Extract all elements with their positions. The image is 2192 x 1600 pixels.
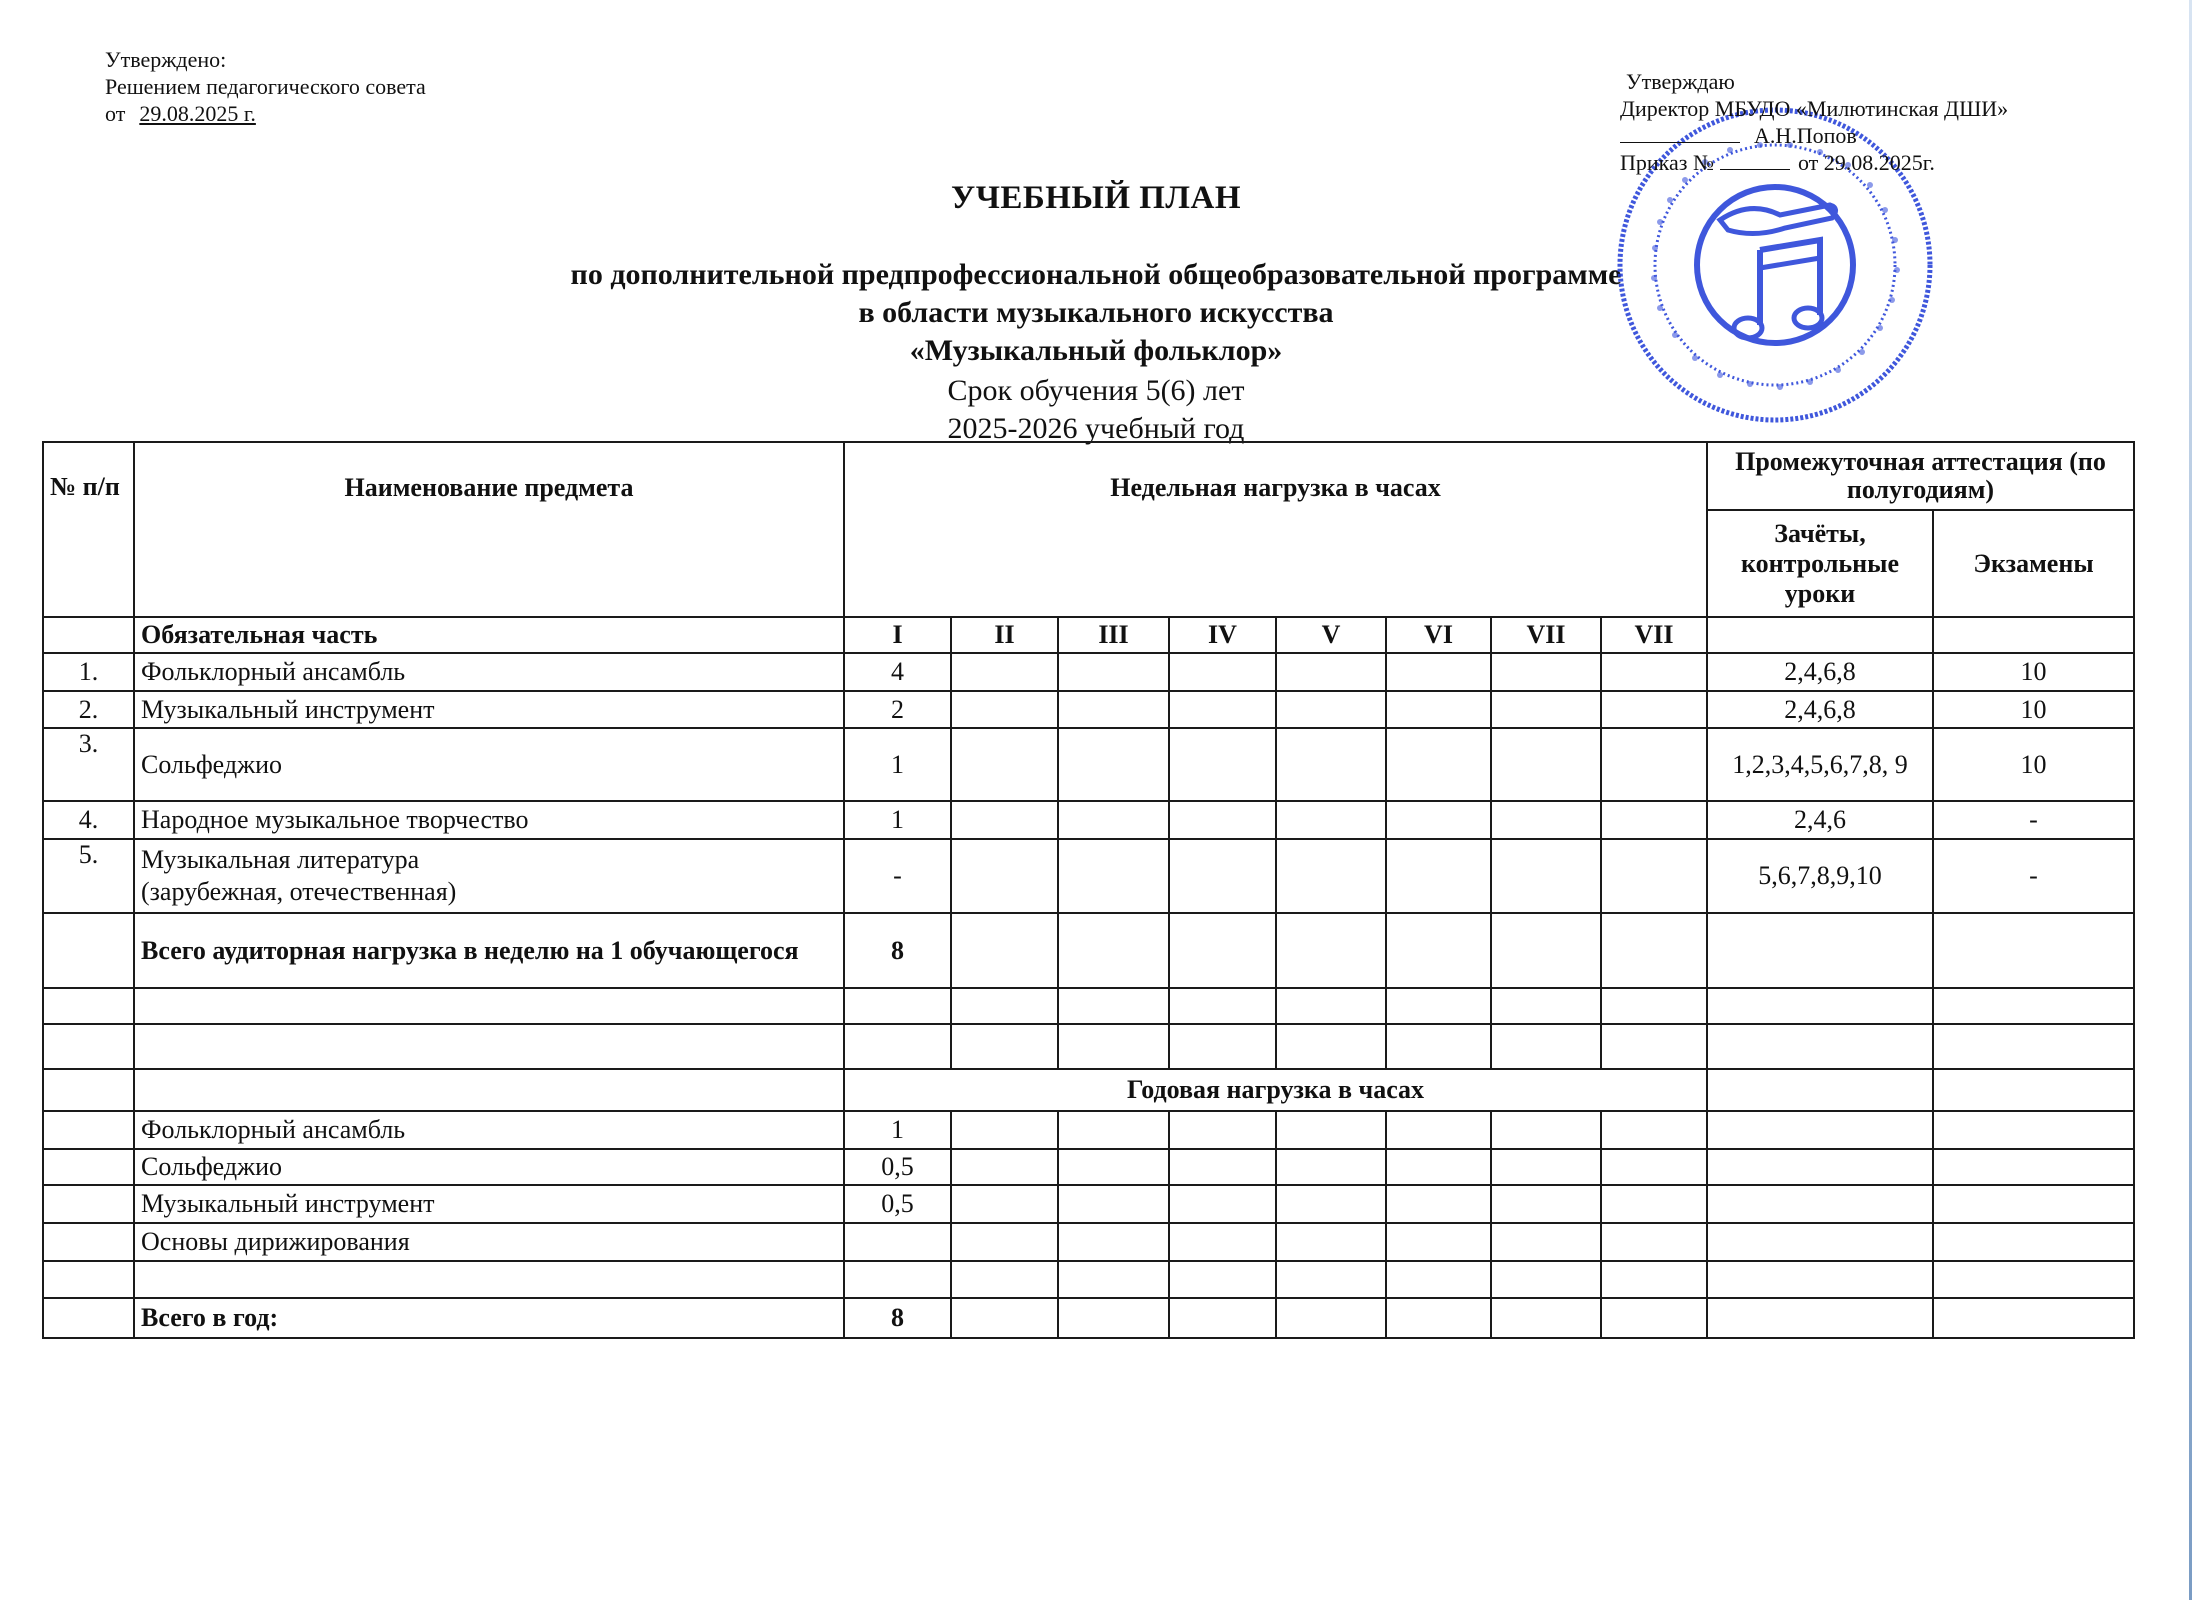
empty-cell	[1707, 1069, 1933, 1111]
row-hours	[1169, 653, 1276, 691]
row-hours	[1601, 839, 1707, 913]
approval-right-heading: Утверждаю	[1626, 69, 1735, 94]
row-hours	[1169, 839, 1276, 913]
grade-header: III	[1058, 617, 1169, 653]
empty-cell	[1933, 1185, 2134, 1223]
empty-cell	[1169, 1024, 1276, 1069]
approval-right-block	[1620, 68, 2008, 176]
empty-cell	[1707, 1298, 1933, 1338]
empty-cell	[1601, 1149, 1707, 1185]
blank-row	[43, 988, 2134, 1024]
empty-cell	[1276, 988, 1386, 1024]
empty-cell	[134, 1069, 844, 1111]
empty-cell	[1707, 913, 1933, 988]
section-mandatory-row	[43, 617, 2134, 653]
empty-cell	[1491, 1024, 1601, 1069]
empty-cell	[1276, 1223, 1386, 1261]
empty-cell	[1169, 1261, 1276, 1298]
empty-cell	[43, 913, 134, 988]
row-hours	[1601, 728, 1707, 801]
grade-header: VII	[1601, 617, 1707, 653]
empty-cell	[1276, 1185, 1386, 1223]
empty-cell	[1169, 913, 1276, 988]
grade-header: II	[951, 617, 1058, 653]
row-hours	[1058, 653, 1169, 691]
row-num: 2.	[43, 691, 134, 728]
empty-cell	[1169, 988, 1276, 1024]
empty-cell	[951, 1185, 1058, 1223]
empty-cell	[951, 1261, 1058, 1298]
approval-right-signature-line	[1620, 122, 2008, 149]
empty-cell	[1276, 1111, 1386, 1149]
empty-cell	[1491, 1149, 1601, 1185]
row-hours	[1601, 653, 1707, 691]
empty-cell	[1386, 1111, 1491, 1149]
empty-cell	[1491, 1261, 1601, 1298]
empty-cell	[1276, 913, 1386, 988]
row-hours	[1276, 691, 1386, 728]
empty-cell	[951, 1111, 1058, 1149]
row-hours	[1386, 728, 1491, 801]
empty-cell	[1707, 988, 1933, 1024]
empty-cell	[43, 1024, 134, 1069]
empty-cell	[1386, 1024, 1491, 1069]
empty-cell	[951, 1298, 1058, 1338]
weekly-total-row	[43, 913, 2134, 988]
empty-cell	[1601, 1223, 1707, 1261]
empty-cell	[43, 1149, 134, 1185]
annual-row	[43, 1261, 2134, 1298]
empty-cell	[1707, 1149, 1933, 1185]
program-name: «Музыкальный фольклор»	[909, 334, 1283, 367]
empty-cell	[1058, 1261, 1169, 1298]
row-hours	[951, 691, 1058, 728]
empty-cell	[1058, 1111, 1169, 1149]
empty-cell	[1933, 1069, 2134, 1111]
empty-cell	[1491, 1185, 1601, 1223]
blank-row	[43, 1024, 2134, 1069]
row-hours	[951, 728, 1058, 801]
approval-right-order-line	[1620, 149, 2008, 176]
empty-cell	[43, 1111, 134, 1149]
header-row-1	[43, 442, 2134, 510]
row-hours	[1276, 801, 1386, 839]
empty-cell	[1058, 1149, 1169, 1185]
row-hours	[1058, 691, 1169, 728]
grade-header: VI	[1386, 617, 1491, 653]
annual-row	[43, 1223, 2134, 1261]
annual-subject: Основы дирижирования	[134, 1223, 844, 1261]
annual-section-label: Годовая нагрузка в часах	[844, 1069, 1707, 1111]
empty-cell	[1933, 1261, 2134, 1298]
row-subject-line1: Музыкальная литература	[141, 845, 420, 874]
document-title: УЧЕБНЫЙ ПЛАН	[950, 180, 1241, 216]
row-num: 1.	[43, 653, 134, 691]
section-num-cell	[43, 617, 134, 653]
empty-cell	[1933, 1024, 2134, 1069]
empty-cell	[1169, 1185, 1276, 1223]
empty-cell	[1491, 988, 1601, 1024]
section-mandatory-label: Обязательная часть	[134, 617, 844, 653]
row-hours	[1276, 728, 1386, 801]
empty-cell	[1707, 1024, 1933, 1069]
empty-cell	[951, 913, 1058, 988]
empty-cell	[844, 1024, 951, 1069]
empty-cell	[43, 988, 134, 1024]
empty-cell	[43, 1069, 134, 1111]
row-hours	[1058, 728, 1169, 801]
row-num: 4.	[43, 801, 134, 839]
empty-cell	[1601, 1298, 1707, 1338]
empty-cell	[1386, 1185, 1491, 1223]
empty-cell	[1933, 913, 2134, 988]
empty-cell	[1933, 617, 2134, 653]
empty-cell	[951, 988, 1058, 1024]
weekly-total-label: Всего аудиторная нагрузка в неделю на 1 обучающегося	[134, 913, 844, 988]
annual-row	[43, 1149, 2134, 1185]
empty-cell	[1276, 1024, 1386, 1069]
row-hours	[1386, 801, 1491, 839]
row-hours	[1491, 801, 1601, 839]
header-subject: Наименование предмета	[134, 442, 844, 617]
row-num: 5.	[43, 839, 134, 913]
empty-cell	[1707, 1185, 1933, 1223]
row-num: 3.	[43, 728, 134, 801]
approval-left-block	[105, 46, 426, 127]
table-row	[43, 839, 2134, 913]
study-term: Срок обучения 5(6) лет	[947, 374, 1245, 407]
row-credits: 5,6,7,8,9,10	[1707, 839, 1933, 913]
row-hours	[1491, 691, 1601, 728]
row-hours	[1169, 801, 1276, 839]
order-date: 29.08.2025г.	[1823, 150, 1935, 175]
empty-cell	[1058, 1223, 1169, 1261]
row-hours: 4	[844, 653, 951, 691]
empty-cell	[1933, 1149, 2134, 1185]
annual-total-row	[43, 1298, 2134, 1338]
row-subject: Сольфеджио	[134, 728, 844, 801]
empty-cell	[1601, 1024, 1707, 1069]
header-attestation: Промежуточная аттестация (по полугодиям)	[1707, 442, 2134, 510]
empty-cell	[1601, 1111, 1707, 1149]
empty-cell	[1601, 1261, 1707, 1298]
empty-cell	[1491, 1223, 1601, 1261]
empty-cell	[844, 988, 951, 1024]
empty-cell	[951, 1149, 1058, 1185]
empty-cell	[1169, 1298, 1276, 1338]
row-subject: Фольклорный ансамбль	[134, 653, 844, 691]
row-hours	[1386, 653, 1491, 691]
row-hours	[1491, 839, 1601, 913]
order-number-blank	[1720, 155, 1790, 170]
row-exams: -	[1933, 801, 2134, 839]
row-hours	[1386, 691, 1491, 728]
approval-left-date-prefix: от	[105, 101, 126, 126]
row-subject: Музыкальный инструмент	[134, 691, 844, 728]
row-hours	[951, 801, 1058, 839]
approval-left-heading: Утверждено:	[105, 47, 227, 72]
empty-cell	[1386, 1149, 1491, 1185]
row-hours: 2	[844, 691, 951, 728]
empty-cell	[1169, 1111, 1276, 1149]
empty-cell	[951, 1223, 1058, 1261]
empty-cell	[1386, 1261, 1491, 1298]
annual-subject: Фольклорный ансамбль	[134, 1111, 844, 1149]
empty-cell	[1058, 988, 1169, 1024]
row-exams: 10	[1933, 728, 2134, 801]
empty-cell	[1491, 1298, 1601, 1338]
program-line-2: в области музыкального искусства	[858, 296, 1334, 329]
row-hours	[1276, 839, 1386, 913]
row-hours	[1169, 728, 1276, 801]
empty-cell	[43, 1185, 134, 1223]
row-subject	[134, 839, 844, 913]
row-credits: 2,4,6,8	[1707, 653, 1933, 691]
annual-total-label: Всего в год:	[134, 1298, 844, 1338]
row-hours: -	[844, 839, 951, 913]
annual-value: 0,5	[844, 1149, 951, 1185]
row-subject-line2: (зарубежная, отечественная)	[141, 877, 457, 906]
header-exams: Экзамены	[1933, 510, 2134, 617]
empty-cell	[134, 988, 844, 1024]
row-exams: 10	[1933, 691, 2134, 728]
empty-cell	[1491, 913, 1601, 988]
annual-section-row	[43, 1069, 2134, 1111]
annual-value	[844, 1261, 951, 1298]
empty-cell	[1601, 913, 1707, 988]
row-hours	[1169, 691, 1276, 728]
curriculum-table	[42, 441, 2135, 1339]
header-weekly-load: Недельная нагрузка в часах	[844, 442, 1707, 617]
order-date-prefix: от	[1797, 150, 1819, 175]
row-credits: 2,4,6,8	[1707, 691, 1933, 728]
empty-cell	[1933, 988, 2134, 1024]
empty-cell	[1276, 1261, 1386, 1298]
table-row	[43, 728, 2134, 801]
row-hours	[1601, 801, 1707, 839]
empty-cell	[1386, 913, 1491, 988]
row-hours	[1386, 839, 1491, 913]
header-num: № п/п	[43, 442, 134, 617]
empty-cell	[134, 1024, 844, 1069]
empty-cell	[1169, 1223, 1276, 1261]
empty-cell	[1933, 1298, 2134, 1338]
academic-year: 2025-2026 учебный год	[947, 412, 1245, 445]
table-row	[43, 691, 2134, 728]
approval-left-date-line	[105, 100, 426, 127]
grade-header: VII	[1491, 617, 1601, 653]
approval-left-date: 29.08.2025 г.	[139, 101, 256, 126]
annual-subject: Сольфеджио	[134, 1149, 844, 1185]
empty-cell	[43, 1298, 134, 1338]
signature-line	[1620, 128, 1740, 143]
empty-cell	[951, 1024, 1058, 1069]
row-credits: 2,4,6	[1707, 801, 1933, 839]
empty-cell	[1386, 988, 1491, 1024]
table-row	[43, 653, 2134, 691]
row-hours: 1	[844, 728, 951, 801]
row-credits: 1,2,3,4,5,6,7,8, 9	[1707, 728, 1933, 801]
grade-header: I	[844, 617, 951, 653]
empty-cell	[1058, 1024, 1169, 1069]
row-hours	[1491, 653, 1601, 691]
row-exams: -	[1933, 839, 2134, 913]
annual-row	[43, 1111, 2134, 1149]
empty-cell	[1491, 1111, 1601, 1149]
grade-header: IV	[1169, 617, 1276, 653]
row-exams: 10	[1933, 653, 2134, 691]
row-hours	[1058, 801, 1169, 839]
annual-subject: Музыкальный инструмент	[134, 1185, 844, 1223]
empty-cell	[1707, 1111, 1933, 1149]
empty-cell	[1707, 617, 1933, 653]
program-line-1: по дополнительной предпрофессиональной общеобразовательной программе	[570, 258, 1622, 291]
table-row	[43, 801, 2134, 839]
row-hours	[1491, 728, 1601, 801]
empty-cell	[43, 1223, 134, 1261]
annual-row	[43, 1185, 2134, 1223]
empty-cell	[1601, 1185, 1707, 1223]
empty-cell	[43, 1261, 134, 1298]
row-hours: 1	[844, 801, 951, 839]
empty-cell	[1933, 1223, 2134, 1261]
empty-cell	[1933, 1111, 2134, 1149]
empty-cell	[1707, 1261, 1933, 1298]
empty-cell	[1169, 1149, 1276, 1185]
empty-cell	[1276, 1149, 1386, 1185]
annual-total-value: 8	[844, 1298, 951, 1338]
row-subject: Народное музыкальное творчество	[134, 801, 844, 839]
annual-subject	[134, 1261, 844, 1298]
annual-value: 1	[844, 1111, 951, 1149]
grade-header: V	[1276, 617, 1386, 653]
row-hours	[951, 839, 1058, 913]
empty-cell	[1601, 988, 1707, 1024]
approval-left-council: Решением педагогического совета	[105, 74, 426, 99]
empty-cell	[1276, 1298, 1386, 1338]
empty-cell	[1058, 913, 1169, 988]
approval-right-director: Директор МБУДО «Милютинская ДШИ»	[1620, 96, 2009, 121]
empty-cell	[1058, 1298, 1169, 1338]
header-credits: Зачёты, контрольные уроки	[1707, 510, 1933, 617]
order-label: Приказ №	[1620, 150, 1714, 175]
approval-right-signatory: А.Н.Попов	[1754, 123, 1857, 148]
row-hours	[1601, 691, 1707, 728]
row-hours	[951, 653, 1058, 691]
empty-cell	[1707, 1223, 1933, 1261]
weekly-total-value: 8	[844, 913, 951, 988]
annual-value: 0,5	[844, 1185, 951, 1223]
row-hours	[1058, 839, 1169, 913]
empty-cell	[1386, 1298, 1491, 1338]
row-hours	[1276, 653, 1386, 691]
empty-cell	[1386, 1223, 1491, 1261]
annual-value	[844, 1223, 951, 1261]
empty-cell	[1058, 1185, 1169, 1223]
